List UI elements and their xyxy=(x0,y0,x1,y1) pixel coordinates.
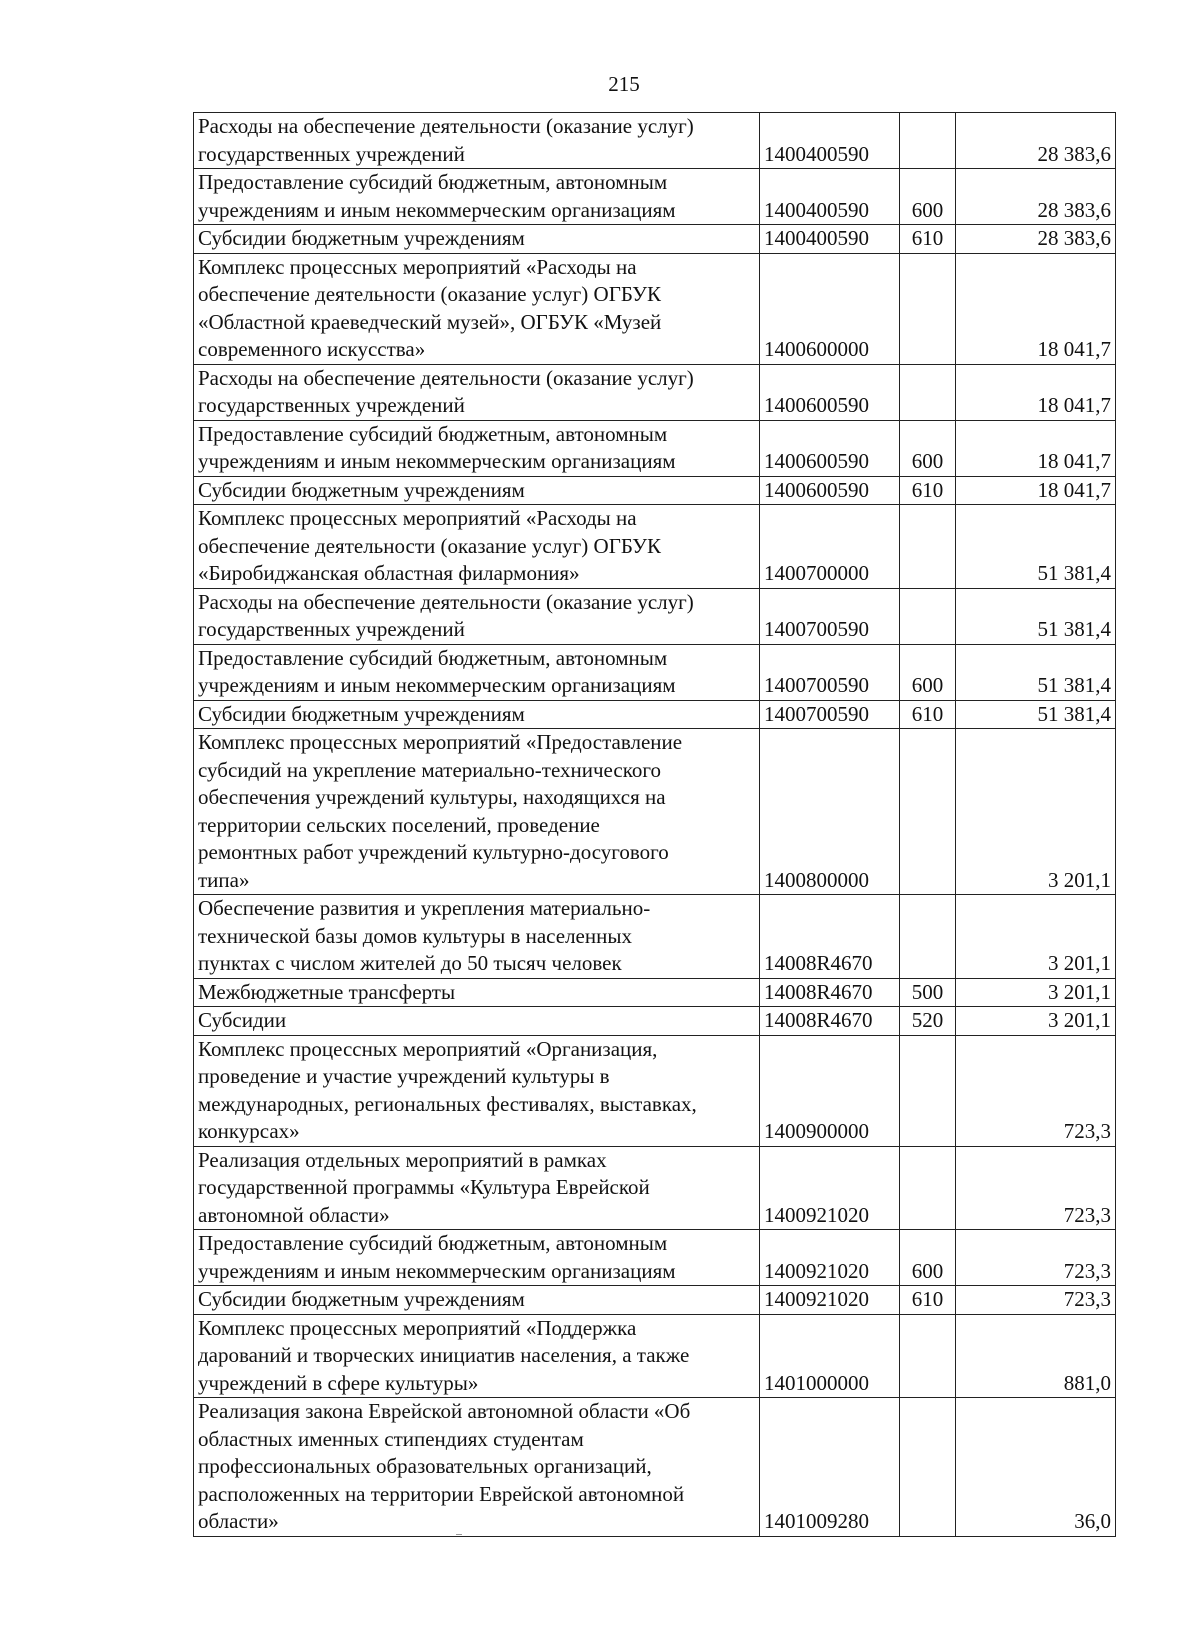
row-type-cell xyxy=(900,505,956,589)
row-code-cell: 1400700590 xyxy=(760,700,900,729)
table-row xyxy=(194,505,1116,589)
row-name-cell: Комплекс процессных мероприятий «Предоставление субсидий на укрепление материально-технического обеспечения учреждений культуры, находящихся на территории сельских поселений, проведение ремонтных работ учреждений культурно-досугового типа» xyxy=(194,729,760,895)
row-sum-cell: 881,0 xyxy=(956,1314,1116,1398)
row-name-cell: Комплекс процессных мероприятий «Расходы на обеспечение деятельности (оказание услуг) ОГБУК «Областной краеведческий музей», ОГБУК «Музей современного искусства» xyxy=(194,253,760,364)
row-sum-cell: 3 201,1 xyxy=(956,729,1116,895)
table-row xyxy=(194,729,1116,895)
row-type-cell xyxy=(900,113,956,169)
row-code-cell: 14008R4670 xyxy=(760,895,900,979)
table-row xyxy=(194,420,1116,476)
row-name-cell: Субсидии xyxy=(194,1007,760,1036)
table-row xyxy=(194,1314,1116,1398)
row-sum-cell: 723,3 xyxy=(956,1230,1116,1286)
row-sum-cell: 18 041,7 xyxy=(956,253,1116,364)
scan-mark xyxy=(456,1534,462,1535)
row-code-cell: 1400800000 xyxy=(760,729,900,895)
row-code-cell: 14008R4670 xyxy=(760,978,900,1007)
row-type-cell xyxy=(900,1146,956,1230)
row-name-cell: Предоставление субсидий бюджетным, автономным учреждениям и иным некоммерческим организациям xyxy=(194,169,760,225)
row-sum-cell: 51 381,4 xyxy=(956,700,1116,729)
table-row xyxy=(194,225,1116,254)
table-row xyxy=(194,1146,1116,1230)
budget-table xyxy=(193,112,1116,1537)
row-code-cell: 1400921020 xyxy=(760,1146,900,1230)
row-code-cell: 1400600590 xyxy=(760,420,900,476)
table-row xyxy=(194,588,1116,644)
row-name-cell: Субсидии бюджетным учреждениям xyxy=(194,700,760,729)
row-type-cell: 610 xyxy=(900,225,956,254)
row-sum-cell: 36,0 xyxy=(956,1398,1116,1537)
row-name-cell: Предоставление субсидий бюджетным, автономным учреждениям и иным некоммерческим организациям xyxy=(194,1230,760,1286)
row-name-cell: Субсидии бюджетным учреждениям xyxy=(194,225,760,254)
row-sum-cell: 3 201,1 xyxy=(956,978,1116,1007)
table-row xyxy=(194,1230,1116,1286)
row-type-cell: 610 xyxy=(900,1286,956,1315)
row-sum-cell: 3 201,1 xyxy=(956,895,1116,979)
row-type-cell xyxy=(900,729,956,895)
row-name-cell: Субсидии бюджетным учреждениям xyxy=(194,1286,760,1315)
row-sum-cell: 18 041,7 xyxy=(956,420,1116,476)
row-type-cell xyxy=(900,1398,956,1537)
row-code-cell: 14008R4670 xyxy=(760,1007,900,1036)
row-sum-cell: 723,3 xyxy=(956,1146,1116,1230)
row-name-cell: Обеспечение развития и укрепления материально- технической базы домов культуры в населенных пунктах с числом жителей до 50 тысяч человек xyxy=(194,895,760,979)
table-row xyxy=(194,644,1116,700)
row-sum-cell: 51 381,4 xyxy=(956,644,1116,700)
table-row xyxy=(194,1007,1116,1036)
row-sum-cell: 28 383,6 xyxy=(956,113,1116,169)
row-sum-cell: 51 381,4 xyxy=(956,588,1116,644)
row-name-cell: Предоставление субсидий бюджетным, автономным учреждениям и иным некоммерческим организациям xyxy=(194,420,760,476)
row-sum-cell: 51 381,4 xyxy=(956,505,1116,589)
row-code-cell: 1400600590 xyxy=(760,476,900,505)
row-type-cell xyxy=(900,588,956,644)
row-name-cell: Расходы на обеспечение деятельности (оказание услуг) государственных учреждений xyxy=(194,364,760,420)
row-name-cell: Расходы на обеспечение деятельности (оказание услуг) государственных учреждений xyxy=(194,113,760,169)
row-type-cell: 610 xyxy=(900,476,956,505)
row-code-cell: 1400400590 xyxy=(760,113,900,169)
row-code-cell: 1400921020 xyxy=(760,1286,900,1315)
row-type-cell: 600 xyxy=(900,1230,956,1286)
row-sum-cell: 723,3 xyxy=(956,1035,1116,1146)
table-row xyxy=(194,895,1116,979)
row-code-cell: 1400921020 xyxy=(760,1230,900,1286)
row-code-cell: 1400700590 xyxy=(760,644,900,700)
table-row xyxy=(194,978,1116,1007)
row-type-cell: 520 xyxy=(900,1007,956,1036)
table-row xyxy=(194,1286,1116,1315)
table-row xyxy=(194,113,1116,169)
row-name-cell: Комплекс процессных мероприятий «Расходы на обеспечение деятельности (оказание услуг) ОГБУК «Биробиджанская областная филармония» xyxy=(194,505,760,589)
row-sum-cell: 18 041,7 xyxy=(956,364,1116,420)
row-sum-cell: 723,3 xyxy=(956,1286,1116,1315)
row-code-cell: 1400400590 xyxy=(760,225,900,254)
row-code-cell: 1400600590 xyxy=(760,364,900,420)
row-type-cell: 600 xyxy=(900,169,956,225)
page-number: 215 xyxy=(608,72,640,96)
row-name-cell: Комплекс процессных мероприятий «Поддержка дарований и творческих инициатив населения, а также учреждений в сфере культуры» xyxy=(194,1314,760,1398)
row-name-cell: Реализация закона Еврейской автономной области «Об областных именных стипендиях студентам профессиональных образовательных организаций, расположенных на территории Еврейской автономной области» xyxy=(194,1398,760,1537)
table-row xyxy=(194,476,1116,505)
row-type-cell: 600 xyxy=(900,644,956,700)
row-code-cell: 1400900000 xyxy=(760,1035,900,1146)
row-code-cell: 1400600000 xyxy=(760,253,900,364)
row-code-cell: 1400400590 xyxy=(760,169,900,225)
row-sum-cell: 18 041,7 xyxy=(956,476,1116,505)
row-type-cell xyxy=(900,364,956,420)
row-sum-cell: 28 383,6 xyxy=(956,169,1116,225)
row-name-cell: Предоставление субсидий бюджетным, автономным учреждениям и иным некоммерческим организациям xyxy=(194,644,760,700)
row-type-cell xyxy=(900,1035,956,1146)
table-row xyxy=(194,1035,1116,1146)
row-name-cell: Межбюджетные трансферты xyxy=(194,978,760,1007)
row-type-cell: 600 xyxy=(900,420,956,476)
row-code-cell: 1401000000 xyxy=(760,1314,900,1398)
row-type-cell: 610 xyxy=(900,700,956,729)
table-row xyxy=(194,253,1116,364)
row-name-cell: Комплекс процессных мероприятий «Организация, проведение и участие учреждений культуры в международных, региональных фестивалях, выставках, конкурсах» xyxy=(194,1035,760,1146)
row-sum-cell: 28 383,6 xyxy=(956,225,1116,254)
table-row xyxy=(194,364,1116,420)
row-name-cell: Реализация отдельных мероприятий в рамках государственной программы «Культура Еврейской автономной области» xyxy=(194,1146,760,1230)
table-row xyxy=(194,700,1116,729)
row-type-cell xyxy=(900,1314,956,1398)
row-sum-cell: 3 201,1 xyxy=(956,1007,1116,1036)
row-type-cell xyxy=(900,253,956,364)
row-name-cell: Субсидии бюджетным учреждениям xyxy=(194,476,760,505)
row-name-cell: Расходы на обеспечение деятельности (оказание услуг) государственных учреждений xyxy=(194,588,760,644)
row-code-cell: 1401009280 xyxy=(760,1398,900,1537)
row-code-cell: 1400700000 xyxy=(760,505,900,589)
row-type-cell: 500 xyxy=(900,978,956,1007)
table-row xyxy=(194,1398,1116,1537)
table-row xyxy=(194,169,1116,225)
row-code-cell: 1400700590 xyxy=(760,588,900,644)
row-type-cell xyxy=(900,895,956,979)
